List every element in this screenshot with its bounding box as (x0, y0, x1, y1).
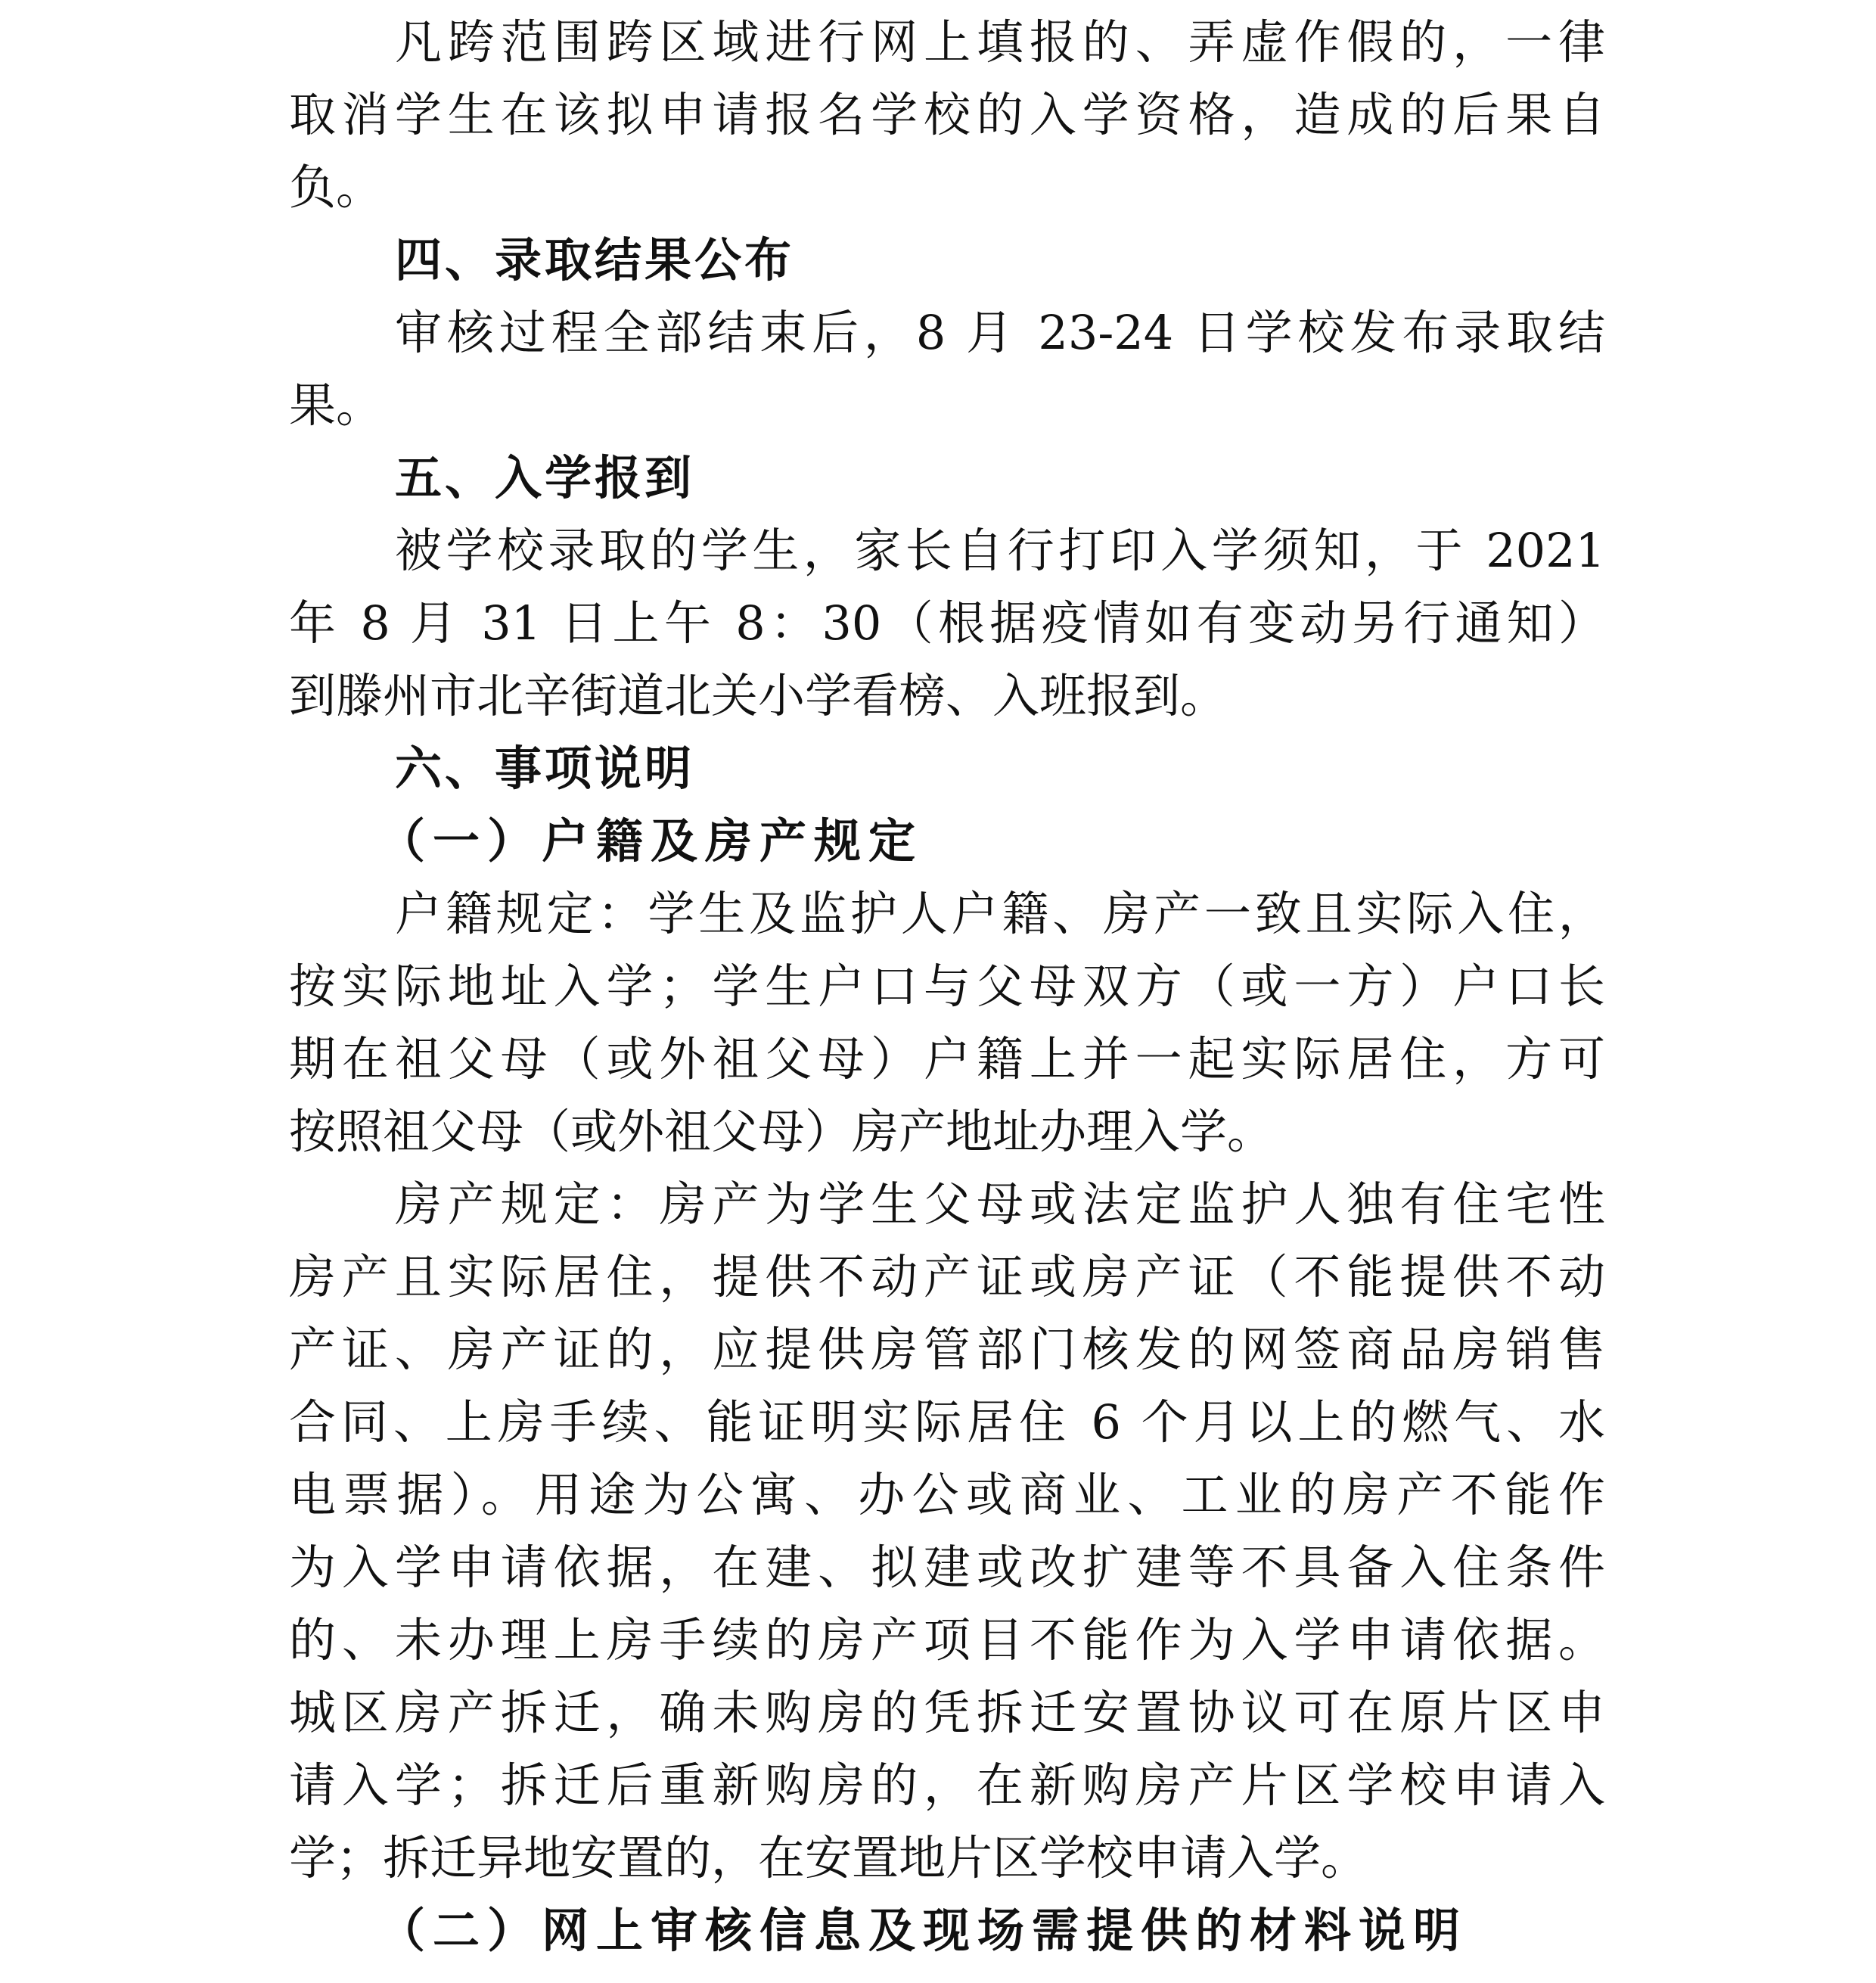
paragraph-line: 按实际地址入学；学生户口与父母双方（或一方）户口长 (289, 959, 1605, 1014)
paragraph-line: 审核过程全部结束后，8 月 23-24 日学校发布录取结 (395, 305, 1605, 360)
paragraph-line: 取消学生在该拟申请报名学校的入学资格，造成的后果自 (289, 87, 1605, 142)
paragraph-line: 合同、上房手续、能证明实际居住 6 个月以上的燃气、水 (289, 1394, 1605, 1450)
paragraph-line: 城区房产拆迁，确未购房的凭拆迁安置协议可在原片区申 (289, 1685, 1605, 1740)
section-heading-5: 五、入学报到 (395, 450, 695, 505)
paragraph-line: 电票据）。用途为公寓、办公或商业、工业的房产不能作 (289, 1467, 1605, 1522)
paragraph-line: 户籍规定：学生及监护人户籍、房产一致且实际入住， (395, 886, 1605, 941)
paragraph-line: 为入学申请依据，在建、拟建或改扩建等不具备入住条件 (289, 1540, 1605, 1595)
paragraph-line: 产证、房产证的，应提供房管部门核发的网签商品房销售 (289, 1322, 1605, 1377)
paragraph-line: 的、未办理上房手续的房产项目不能作为入学申请依据。 (289, 1612, 1605, 1668)
section-heading-4: 四、录取结果公布 (395, 232, 795, 288)
paragraph-line: 按照祖父母（或外祖父母）房产地址办理入学。 (289, 1104, 1275, 1159)
paragraph-line: 房产规定：房产为学生父母或法定监护人独有住宅性 (395, 1176, 1605, 1232)
subsection-heading-1: （一）户籍及房产规定 (378, 813, 924, 869)
paragraph-line: 年 8 月 31 日上午 8：30（根据疫情如有变动另行通知） (289, 595, 1605, 651)
paragraph-line: 到滕州市北辛街道北关小学看榜、入班报到。 (289, 668, 1228, 723)
paragraph-line: 期在祖父母（或外祖父母）户籍上并一起实际居住，方可 (289, 1031, 1605, 1086)
paragraph-line: 房产且实际居住，提供不动产证或房产证（不能提供不动 (289, 1249, 1605, 1304)
paragraph-line: 凡跨范围跨区域进行网上填报的、弄虚作假的，一律 (395, 14, 1605, 70)
paragraph-line: 请入学；拆迁后重新购房的，在新购房产片区学校申请入 (289, 1758, 1605, 1813)
section-heading-6: 六、事项说明 (395, 741, 695, 796)
paragraph-line: 负。 (289, 160, 384, 215)
paragraph-line: 学；拆迁异地安置的，在安置地片区学校申请入学。 (289, 1830, 1368, 1885)
paragraph-line: 果。 (289, 378, 384, 433)
subsection-heading-2: （二）网上审核信息及现场需提供的材料说明 (378, 1903, 1468, 1958)
paragraph-line: 被学校录取的学生，家长自行打印入学须知，于 2021 (395, 523, 1605, 578)
